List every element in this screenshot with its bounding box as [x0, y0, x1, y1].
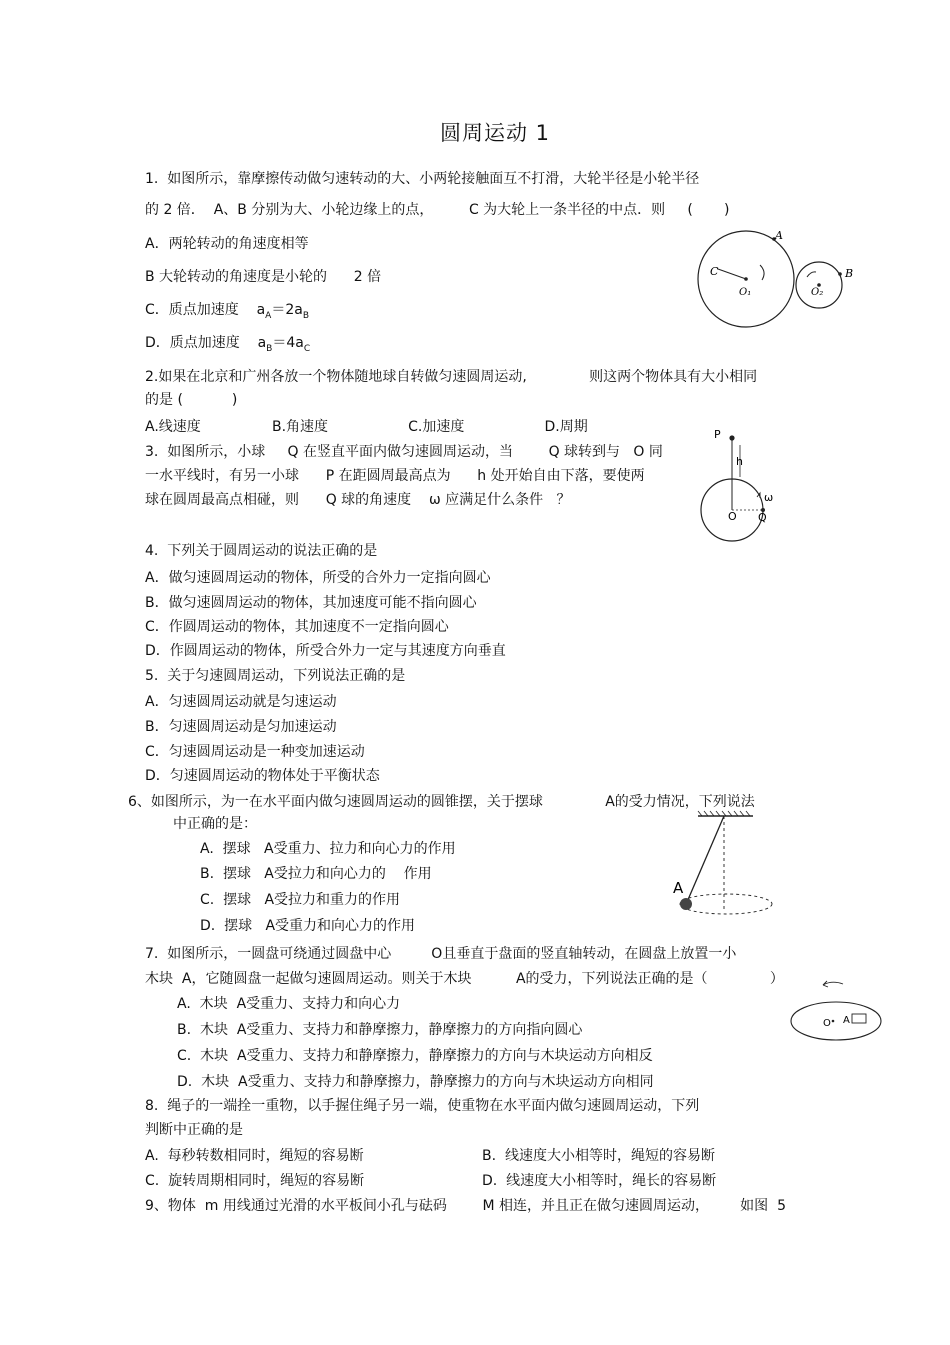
q6-option-c: C. 摆球 A受拉力和重力的作用 — [200, 892, 401, 908]
q5-option-a: A．匀速圆周运动就是匀速运动 — [145, 694, 337, 710]
q3-circle-fall-figure — [700, 425, 790, 535]
q5-option-c: C．匀速圆周运动是一种变加速运动 — [145, 744, 365, 760]
q7-option-d: D. 木块 A受重力、支持力和静摩擦力，静摩擦力的方向与木块运动方向相同 — [177, 1074, 654, 1090]
q7-option-c: C. 木块 A受重力、支持力和静摩擦力，静摩擦力的方向与木块运动方向相反 — [177, 1048, 653, 1064]
q2-stem-line1: 2.如果在北京和广州各放一个物体随地球自转做匀速圆周运动, 则这两个物体具有大小相同 — [145, 369, 758, 385]
q7-label-a: A — [843, 1015, 850, 1026]
q5-stem: 5. 关于匀速圆周运动，下列说法正确的是 — [145, 668, 406, 684]
q7-label-o: O — [823, 1018, 831, 1029]
q1-label-o1: O₁ — [739, 287, 752, 298]
q3-label-omega: ω — [764, 491, 774, 504]
q1-option-c: C．质点加速度 $a_A=2a_B$ — [145, 302, 310, 321]
q3-line2: 一水平线时，有另一小球 P 在距圆周最高点为 h 处开始自由下落，要使两 — [145, 468, 645, 484]
q3-label-p: P — [714, 428, 721, 441]
q4-option-c: C．作圆周运动的物体，其加速度不一定指向圆心 — [145, 619, 449, 635]
q6-stem-line2: 中正确的是： — [173, 816, 257, 832]
q3-label-o: O — [728, 510, 737, 523]
q1-option-b: B 大轮转动的角速度是小轮的 2 倍 — [145, 269, 382, 285]
q7-stem-line1: 7. 如图所示，一圆盘可绕通过圆盘中心 O且垂直于盘面的竖直轴转动，在圆盘上放置一小 — [145, 946, 737, 962]
q7-option-a: A. 木块 A受重力、支持力和向心力 — [177, 996, 401, 1012]
q7-rotating-disk-figure — [788, 976, 888, 1046]
q4-option-b: B．做匀速圆周运动的物体，其加速度可能不指向圆心 — [145, 595, 477, 611]
q1-stem-line2: 的 2 倍． A、B 分别为大、小轮边缘上的点， C 为大轮上一条半径的中点．则 ( ) — [145, 202, 730, 218]
q1-label-o2: O₂ — [811, 287, 824, 298]
q6-label-a: A — [673, 879, 684, 897]
q6-conical-pendulum-figure — [670, 810, 780, 920]
q8-stem-line2: 判断中正确的是 — [145, 1122, 243, 1138]
q4-stem: 4. 下列关于圆周运动的说法正确的是 — [145, 543, 378, 559]
q1-label-b: B — [845, 267, 854, 280]
q1-two-wheels-figure — [690, 225, 865, 335]
q8-stem-line1: 8. 绳子的一端拴一重物，以手握住绳子另一端，使重物在水平面内做匀速圆周运动，下列 — [145, 1098, 700, 1114]
q6-stem-line1: 6、如图所示，为一在水平面内做匀速圆周运动的圆锥摆，关于摆球 A的受力情况，下列说法 — [128, 794, 755, 810]
q2-options: A.线速度 B.角速度 C.加速度 D.周期 — [145, 419, 588, 435]
q6-option-a: A. 摆球 A受重力、拉力和向心力的作用 — [200, 841, 456, 857]
q3-label-h: h — [736, 455, 743, 468]
q8-option-a: A. 每秒转数相同时，绳短的容易断 — [145, 1148, 364, 1164]
q2-stem-line2: 的是 ( ) — [145, 392, 238, 408]
q8-option-b: B. 线速度大小相等时，绳短的容易断 — [482, 1148, 715, 1164]
q1-stem-line1: 1. 如图所示，靠摩擦传动做匀速转动的大、小两轮接触面互不打滑，大轮半径是小轮半径 — [145, 171, 700, 187]
q3-line3: 球在圆周最高点相碰，则 Q 球的角速度 ω 应满足什么条件 ？ — [145, 492, 571, 508]
q4-option-a: A．做匀速圆周运动的物体，所受的合外力一定指向圆心 — [145, 570, 491, 586]
q3-line1: 3. 如图所示，小球 Q 在竖直平面内做匀速圆周运动，当 Q 球转到与 O 同 — [145, 444, 663, 460]
q1-option-a: A．两轮转动的角速度相等 — [145, 236, 309, 252]
q9-stem: 9、物体 m 用线通过光滑的水平板间小孔与砝码 M 相连，并且正在做匀速圆周运动， 如图 5 — [145, 1198, 786, 1214]
q1-option-d: D．质点加速度 $a_B=4a_C$ — [145, 335, 311, 354]
q5-option-d: D．匀速圆周运动的物体处于平衡状态 — [145, 768, 380, 784]
q8-option-c: C. 旋转周期相同时，绳短的容易断 — [145, 1173, 365, 1189]
q7-stem-line2: 木块 A，它随圆盘一起做匀速圆周运动。则关于木块 A的受力，下列说法正确的是（ ） — [145, 971, 784, 987]
q6-option-d: D. 摆球 A受重力和向心力的作用 — [200, 918, 416, 934]
q7-option-b: B. 木块 A受重力、支持力和静摩擦力，静摩擦力的方向指向圆心 — [177, 1022, 583, 1038]
q6-option-b: B. 摆球 A受拉力和向心力的 作用 — [200, 866, 432, 882]
q3-label-q: Q — [758, 511, 767, 524]
q8-option-d: D. 线速度大小相等时，绳长的容易断 — [482, 1173, 717, 1189]
q1-label-a: A — [775, 229, 783, 242]
q1-label-c: C — [710, 265, 719, 278]
q5-option-b: B．匀速圆周运动是匀加速运动 — [145, 719, 337, 735]
q4-option-d: D．作圆周运动的物体，所受合外力一定与其速度方向垂直 — [145, 643, 506, 659]
page-title: 圆周运动 1 — [440, 121, 551, 145]
